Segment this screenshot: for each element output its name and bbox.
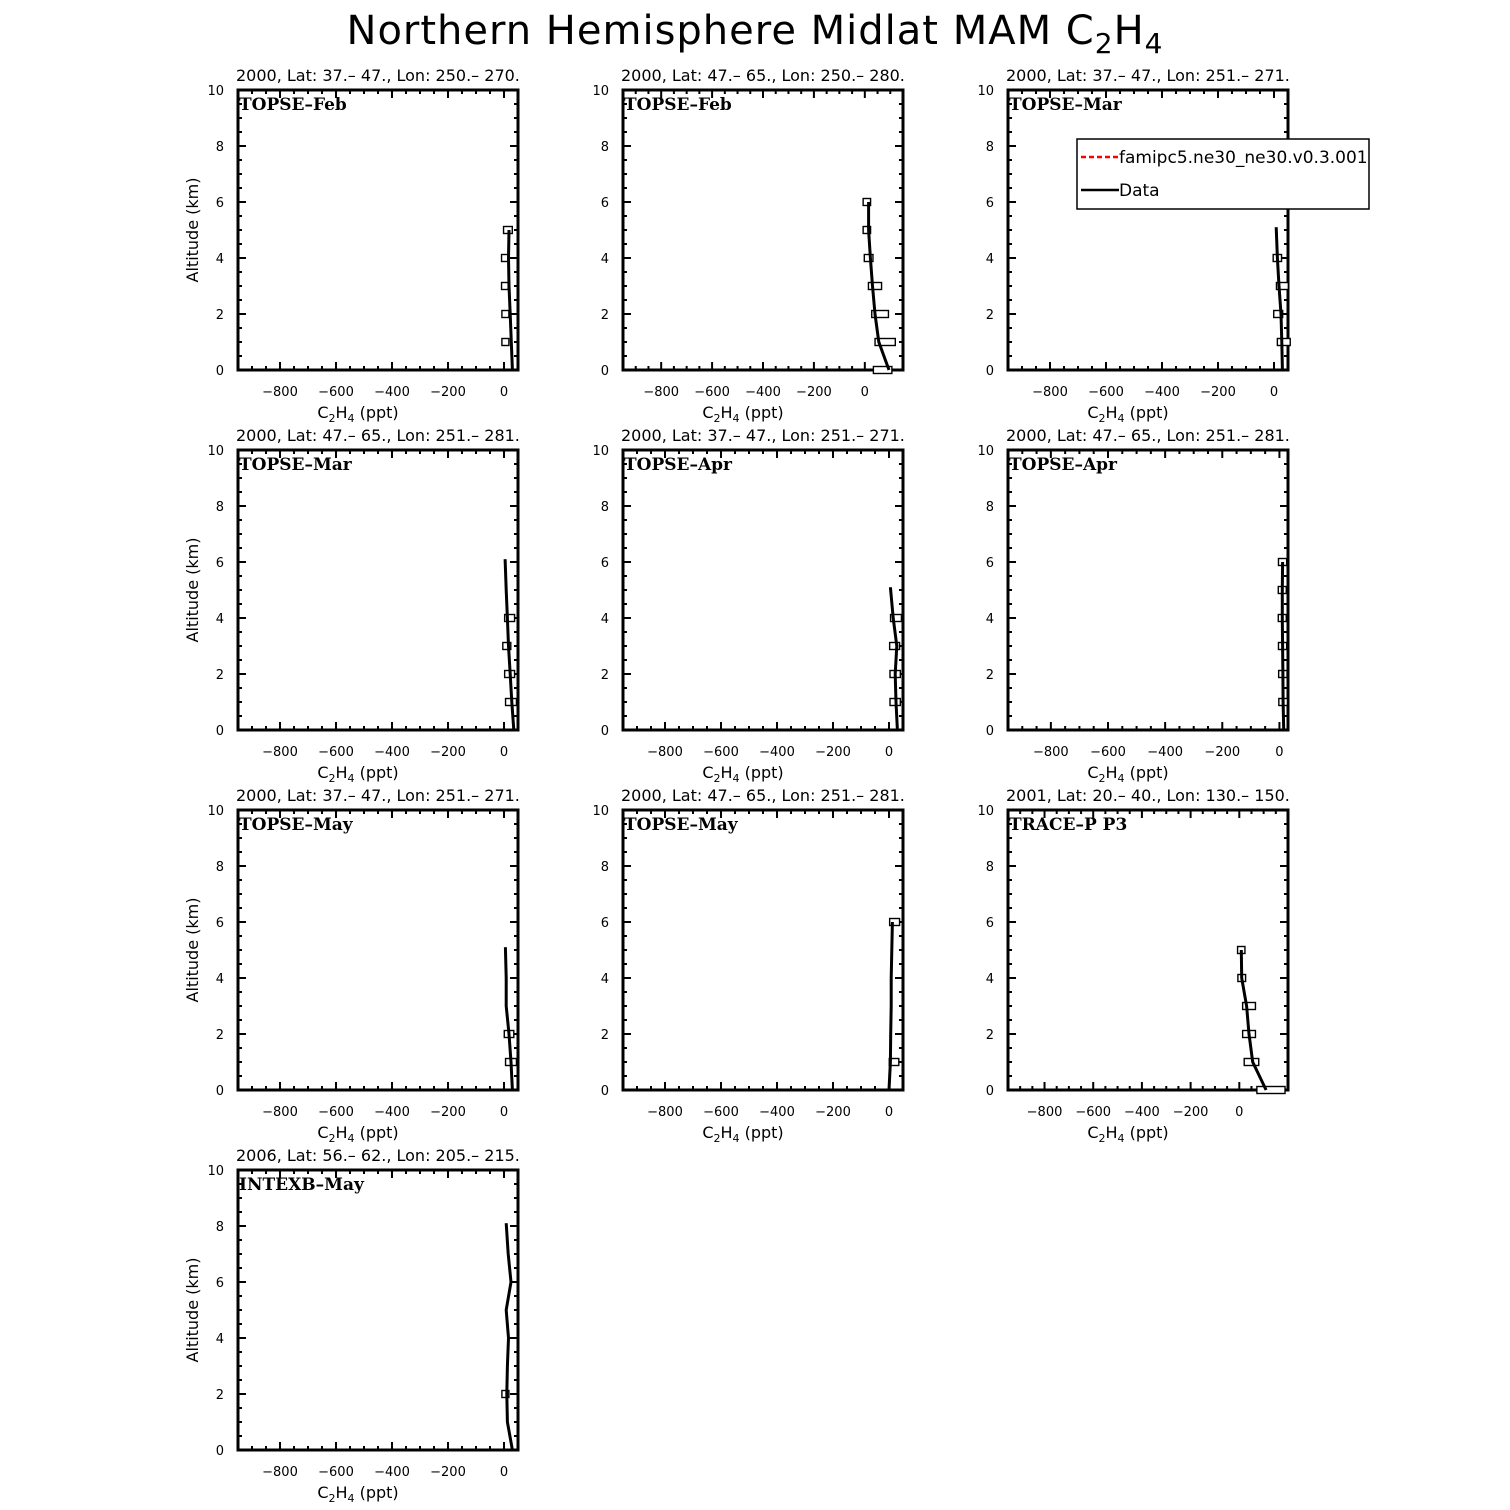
plot-frame	[238, 810, 518, 1090]
x-axis-label-sub-1: 2	[1098, 412, 1106, 425]
panel-header: 2006, Lat: 56.– 62., Lon: 205.– 215.	[236, 1146, 520, 1165]
x-tick-label: −800	[262, 1465, 298, 1480]
x-axis-label-part-2: H	[335, 403, 348, 422]
x-tick-label: −200	[430, 1105, 466, 1120]
x-axis-label-sub-1: 2	[1098, 772, 1106, 785]
x-tick-label: −800	[1026, 1105, 1063, 1120]
panel-10	[183, 1146, 520, 1505]
x-tick-label: −800	[262, 1105, 298, 1120]
x-tick-label: 0	[499, 1465, 509, 1480]
data-box	[1277, 339, 1290, 346]
x-axis-label-part-0: C	[1087, 403, 1099, 422]
panel-4	[183, 426, 520, 785]
x-tick-label: −800	[1032, 385, 1068, 400]
x-axis-label-sub-3: 4	[1117, 1132, 1125, 1145]
x-axis-label-part-4: (ppt)	[1124, 763, 1169, 782]
x-tick-label: −400	[374, 1105, 410, 1120]
x-tick-label: 0	[860, 385, 869, 400]
data-box	[502, 283, 509, 290]
x-tick-label: −800	[643, 385, 680, 400]
y-tick-label: 6	[600, 556, 609, 571]
y-tick-label: 0	[600, 364, 609, 379]
x-axis-label-sub-1: 2	[328, 1492, 336, 1505]
campaign-label: INTEXB–May	[239, 1175, 364, 1195]
x-axis-label-sub-3: 4	[347, 772, 355, 785]
data-line	[509, 230, 513, 370]
x-axis-label	[702, 763, 783, 785]
x-axis-label-part-2: H	[1105, 1123, 1118, 1142]
x-tick-label: −800	[647, 745, 683, 760]
y-tick-label: 2	[600, 668, 609, 683]
y-tick-label: 8	[985, 860, 994, 875]
y-tick-label: 4	[215, 1332, 224, 1347]
y-tick-label: 2	[600, 308, 609, 323]
x-axis-label-sub-3: 4	[347, 412, 355, 425]
x-axis-label	[1087, 1123, 1168, 1145]
x-tick-label: 0	[499, 385, 509, 400]
x-axis-label-sub-1: 2	[328, 772, 336, 785]
plot-frame	[623, 90, 903, 370]
campaign-label: TOPSE–Apr	[624, 455, 733, 475]
panel-1	[183, 66, 520, 425]
y-tick-label: 0	[985, 364, 994, 379]
panel-header: 2000, Lat: 37.– 47., Lon: 250.– 270.	[236, 66, 520, 85]
y-tick-label: 6	[600, 196, 609, 211]
panel-header: 2000, Lat: 37.– 47., Lon: 251.– 271.	[1006, 66, 1290, 85]
data-line	[890, 587, 897, 730]
x-axis-label	[317, 1483, 398, 1505]
legend-label: famipc5.ne30_ne30.v0.3.001	[1119, 148, 1368, 168]
figure-title-sub2: 4	[1144, 27, 1164, 60]
y-tick-label: 8	[985, 140, 994, 155]
plot-frame	[1008, 450, 1288, 730]
x-tick-label: −400	[374, 745, 410, 760]
x-axis-label-part-0: C	[702, 403, 714, 422]
x-axis-label-sub-3: 4	[732, 412, 740, 425]
plot-frame	[623, 810, 903, 1090]
x-axis-label-part-2: H	[1105, 403, 1118, 422]
y-tick-label: 2	[215, 668, 224, 683]
y-tick-label: 10	[207, 444, 224, 459]
x-axis-label-part-0: C	[1087, 763, 1099, 782]
y-tick-label: 10	[592, 444, 609, 459]
x-axis-label-part-0: C	[702, 763, 714, 782]
y-tick-label: 8	[215, 500, 224, 515]
y-tick-label: 6	[985, 916, 994, 931]
figure-title-main: Northern Hemisphere Midlat MAM C	[346, 8, 1095, 54]
x-axis-label-sub-3: 4	[1117, 412, 1125, 425]
y-axis-label: Altitude (km)	[183, 1257, 202, 1363]
y-tick-label: 0	[600, 1084, 609, 1099]
plot-frame	[1008, 90, 1288, 370]
y-tick-label: 8	[215, 140, 224, 155]
x-tick-label: −600	[318, 1465, 354, 1480]
y-tick-label: 2	[985, 308, 994, 323]
x-tick-label: −600	[318, 385, 354, 400]
plot-frame	[238, 450, 518, 730]
panel-header: 2000, Lat: 37.– 47., Lon: 251.– 271.	[236, 786, 520, 805]
x-tick-label: −800	[262, 385, 298, 400]
x-axis-label-part-0: C	[317, 763, 329, 782]
x-axis-label-part-2: H	[1105, 763, 1118, 782]
y-tick-label: 4	[215, 252, 224, 267]
y-tick-label: 0	[215, 1084, 224, 1099]
data-line	[506, 1223, 512, 1450]
y-tick-label: 8	[600, 500, 609, 515]
x-axis-label-part-2: H	[335, 1483, 348, 1502]
campaign-label: TOPSE–May	[624, 815, 738, 835]
x-axis-label	[1087, 763, 1168, 785]
x-axis-label-part-4: (ppt)	[1124, 1123, 1169, 1142]
data-box	[1243, 1003, 1256, 1010]
panel-header: 2000, Lat: 47.– 65., Lon: 250.– 280.	[621, 66, 905, 85]
x-tick-label: −600	[318, 1105, 354, 1120]
y-tick-label: 0	[985, 724, 994, 739]
data-box	[1257, 1087, 1285, 1094]
x-tick-label: −200	[1172, 1105, 1209, 1120]
campaign-label: TOPSE–Mar	[239, 455, 352, 475]
y-tick-label: 0	[215, 724, 224, 739]
x-tick-label: −600	[318, 745, 354, 760]
y-tick-label: 4	[600, 612, 609, 627]
x-axis-label	[317, 1123, 398, 1145]
panel-header: 2000, Lat: 47.– 65., Lon: 251.– 281.	[621, 786, 905, 805]
y-tick-label: 8	[600, 140, 609, 155]
x-tick-label: −600	[703, 745, 739, 760]
x-tick-label: −200	[796, 385, 832, 400]
x-tick-label: 0	[884, 745, 894, 760]
panel-5	[592, 426, 904, 785]
panel-header: 2000, Lat: 37.– 47., Lon: 251.– 271.	[621, 426, 905, 445]
x-axis-label-part-4: (ppt)	[739, 1123, 784, 1142]
x-tick-label: −800	[647, 1105, 683, 1120]
campaign-label: TOPSE–Feb	[624, 95, 732, 115]
y-tick-label: 6	[985, 196, 994, 211]
y-tick-label: 0	[215, 1444, 224, 1459]
y-tick-label: 6	[985, 556, 994, 571]
x-tick-label: 0	[1275, 745, 1284, 760]
y-tick-label: 0	[985, 1084, 994, 1099]
y-tick-label: 10	[207, 84, 224, 99]
x-tick-label: −600	[703, 1105, 739, 1120]
panel-header: 2001, Lat: 20.– 40., Lon: 130.– 150.	[1006, 786, 1290, 805]
x-axis-label-part-2: H	[335, 763, 348, 782]
y-tick-label: 2	[985, 1028, 994, 1043]
x-tick-label: −800	[1032, 745, 1069, 760]
y-tick-label: 10	[592, 804, 609, 819]
y-tick-label: 6	[600, 916, 609, 931]
x-axis-label-part-0: C	[1087, 1123, 1099, 1142]
x-tick-label: 0	[1269, 385, 1279, 400]
y-tick-label: 4	[215, 972, 224, 987]
x-tick-label: −200	[1204, 745, 1241, 760]
y-tick-label: 4	[985, 252, 994, 267]
x-tick-label: −200	[815, 745, 851, 760]
y-tick-label: 6	[215, 1276, 224, 1291]
x-axis-label-part-4: (ppt)	[354, 763, 399, 782]
y-tick-label: 2	[215, 1388, 224, 1403]
panel-9	[977, 786, 1289, 1145]
x-axis-label	[702, 1123, 783, 1145]
x-tick-label: 0	[499, 1105, 509, 1120]
x-axis-label	[317, 763, 398, 785]
y-axis-label: Altitude (km)	[183, 537, 202, 643]
campaign-label: TOPSE–May	[239, 815, 353, 835]
y-tick-label: 2	[215, 1028, 224, 1043]
y-tick-label: 10	[977, 84, 994, 99]
y-tick-label: 4	[985, 612, 994, 627]
panel-6	[977, 426, 1289, 785]
campaign-label: TRACE–P P3	[1009, 815, 1128, 835]
x-axis-label-part-0: C	[317, 1483, 329, 1502]
x-tick-label: −200	[430, 385, 466, 400]
x-axis-label	[1087, 403, 1168, 425]
x-tick-label: −400	[374, 1465, 410, 1480]
x-tick-label: −200	[430, 745, 466, 760]
x-axis-label-sub-1: 2	[713, 412, 721, 425]
y-tick-label: 6	[215, 556, 224, 571]
x-axis-label-part-2: H	[720, 1123, 733, 1142]
plot-frame	[1008, 810, 1288, 1090]
panel-7	[183, 786, 520, 1145]
y-tick-label: 8	[985, 500, 994, 515]
data-line	[505, 947, 512, 1090]
panel-header: 2000, Lat: 47.– 65., Lon: 251.– 281.	[1006, 426, 1290, 445]
x-axis-label	[702, 403, 783, 425]
y-tick-label: 10	[977, 444, 994, 459]
x-axis-label	[317, 403, 398, 425]
data-box	[868, 283, 881, 290]
campaign-label: TOPSE–Apr	[1009, 455, 1118, 475]
y-tick-label: 2	[215, 308, 224, 323]
x-axis-label-part-0: C	[702, 1123, 714, 1142]
x-axis-label-sub-3: 4	[1117, 772, 1125, 785]
x-tick-label: −200	[1200, 385, 1236, 400]
figure-title-sub1: 2	[1094, 27, 1114, 60]
x-axis-label-sub-3: 4	[732, 772, 740, 785]
x-axis-label-part-2: H	[335, 1123, 348, 1142]
x-tick-label: −400	[759, 745, 795, 760]
y-tick-label: 8	[600, 860, 609, 875]
x-axis-label-part-4: (ppt)	[739, 763, 784, 782]
x-tick-label: 0	[499, 745, 509, 760]
x-axis-label-part-4: (ppt)	[354, 1483, 399, 1502]
plot-frame	[238, 90, 518, 370]
x-axis-label-sub-3: 4	[347, 1132, 355, 1145]
y-axis-label: Altitude (km)	[183, 897, 202, 1003]
x-axis-label-sub-1: 2	[1098, 1132, 1106, 1145]
x-tick-label: −800	[262, 745, 298, 760]
panel-3	[977, 66, 1290, 425]
x-tick-label: −400	[1124, 1105, 1160, 1120]
x-tick-label: −400	[1144, 385, 1180, 400]
y-tick-label: 0	[215, 364, 224, 379]
data-line	[1282, 562, 1283, 730]
plot-frame	[238, 1170, 518, 1450]
x-tick-label: −200	[815, 1105, 851, 1120]
panel-header: 2000, Lat: 47.– 65., Lon: 251.– 281.	[236, 426, 520, 445]
x-tick-label: −600	[694, 385, 730, 400]
figure-title-mid: H	[1113, 8, 1145, 54]
campaign-label: TOPSE–Mar	[1009, 95, 1122, 115]
y-tick-label: 4	[215, 612, 224, 627]
y-tick-label: 2	[985, 668, 994, 683]
y-tick-label: 6	[215, 196, 224, 211]
x-tick-label: −400	[1147, 745, 1184, 760]
x-tick-label: −600	[1088, 385, 1124, 400]
data-line	[1276, 227, 1282, 370]
x-tick-label: −400	[374, 385, 410, 400]
panel-8	[592, 786, 904, 1145]
y-tick-label: 4	[600, 252, 609, 267]
x-axis-label-sub-1: 2	[328, 412, 336, 425]
legend	[1077, 139, 1369, 209]
x-axis-label-part-4: (ppt)	[354, 403, 399, 422]
plot-frame	[623, 450, 903, 730]
x-axis-label-part-0: C	[317, 403, 329, 422]
x-axis-label-sub-3: 4	[347, 1492, 355, 1505]
x-tick-label: −600	[1090, 745, 1126, 760]
x-tick-label: 0	[884, 1105, 894, 1120]
x-tick-label: 0	[1235, 1105, 1244, 1120]
panel-2	[592, 66, 904, 425]
y-tick-label: 4	[985, 972, 994, 987]
data-line	[1241, 950, 1266, 1090]
x-tick-label: −200	[430, 1465, 466, 1480]
legend-label: Data	[1119, 181, 1160, 201]
y-tick-label: 10	[977, 804, 994, 819]
y-axis-label: Altitude (km)	[183, 177, 202, 283]
x-axis-label-sub-3: 4	[732, 1132, 740, 1145]
x-axis-label-part-0: C	[317, 1123, 329, 1142]
campaign-label: TOPSE–Feb	[239, 95, 347, 115]
x-axis-label-part-4: (ppt)	[739, 403, 784, 422]
x-axis-label-sub-1: 2	[713, 1132, 721, 1145]
x-axis-label-part-4: (ppt)	[354, 1123, 399, 1142]
x-axis-label-part-4: (ppt)	[1124, 403, 1169, 422]
y-tick-label: 0	[600, 724, 609, 739]
x-axis-label-part-2: H	[720, 763, 733, 782]
y-tick-label: 10	[592, 84, 609, 99]
y-tick-label: 2	[600, 1028, 609, 1043]
x-tick-label: −400	[759, 1105, 795, 1120]
y-tick-label: 8	[215, 1220, 224, 1235]
x-axis-label-sub-1: 2	[713, 772, 721, 785]
x-tick-label: −600	[1075, 1105, 1112, 1120]
y-tick-label: 10	[207, 804, 224, 819]
x-axis-label-part-2: H	[720, 403, 733, 422]
y-tick-label: 10	[207, 1164, 224, 1179]
y-tick-label: 8	[215, 860, 224, 875]
y-tick-label: 4	[600, 972, 609, 987]
x-axis-label-sub-1: 2	[328, 1132, 336, 1145]
data-box	[502, 311, 509, 318]
data-box	[502, 339, 509, 346]
y-tick-label: 6	[215, 916, 224, 931]
x-tick-label: −400	[745, 385, 781, 400]
